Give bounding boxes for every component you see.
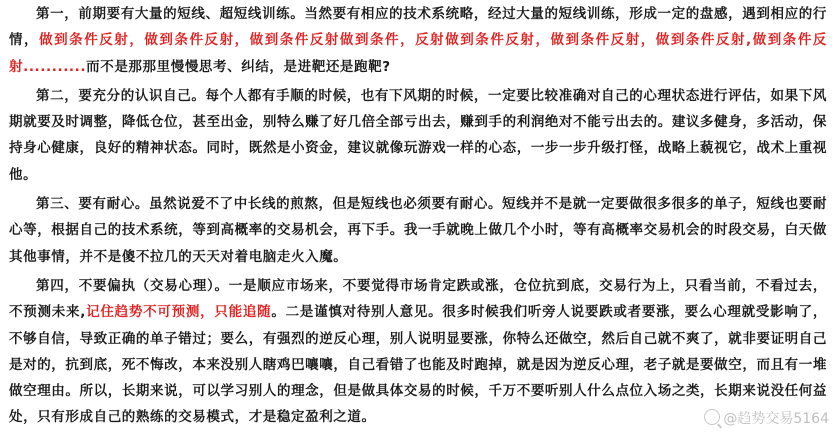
paragraph-3 — [9, 191, 827, 270]
paragraph-1-text-b: 而不是那那里慢慢思考、纠结，是进靶还是跑靶? — [86, 58, 391, 75]
paragraph-1-text-a: 第一，前期要有大量的短线、超短线训练。当然要有相应的技术系统略，经过大量的短线训练，形成一定的盘感，遇到相应的行情， — [9, 6, 827, 49]
paragraph-2-text: 第二，要充分的认识自己。每个人都有手顺的时候，也有下风期的时候，一定要比较准确对自己的心理状态进行评估，如果下风期就要及时调整，降低仓位，甚至出金，别特么赚了好几倍全部亏出去，赚到手的利润绝对不能亏出去的。建议多健身，多活动，保持身心健康，良好的精神状态。同时，既然是小资金，建议就像玩游戏一样的心态，一步一步升级打怪，战略上藐视它，战术上重视他。 — [9, 87, 827, 183]
paragraph-4-text-a: 第四，不要偏执（交易心理）。一是顺应市场来，不要觉得市场肯定跌或涨，仓位抗到底，交易行为上，只看当前，不看过去，不预测未来, — [9, 277, 827, 321]
paragraph-4-text-b: 。二是谨慎对待别人意见。很多时候我们听旁人说要跌或者要涨，要么心理就受影响了，不够自信，导致正确的单子错过；要么，有强烈的逆反心理，别人说明显要涨，你特么还做空，然后自己就不爽了，就非要证明自己是对的，抗到底，死不悔改，本来没别人瞎鸡巴嚷嚷，自己看错了也能及时跑掉，就是因为逆反心理，老子就是要做空，而且有一堆做空理由。所以，长期来说，可以学习别人的理念，但是做具体交易的时候，千万不要听别人什么点位入场之类，长期来说没任何益处，只有形成自己的熟练的交易模式，才是稳定盈利之道。 — [9, 304, 827, 426]
paragraph-1-highlight: 做到条件反射，做到条件反射，做到条件反射做到条件，反射做到条件反射，做到条件反射，做到条件反射,做到条件反射........... — [9, 32, 827, 75]
paragraph-4 — [9, 273, 827, 431]
watermark-text: @趋势交易5164 — [723, 411, 829, 427]
watermark — [704, 409, 829, 428]
magnifier-icon — [704, 409, 720, 425]
paragraph-2 — [9, 83, 827, 188]
paragraph-1 — [9, 1, 827, 80]
paragraph-3-text: 第三、要有耐心。虽然说爱不了中长线的煎熬，但是短线也必须要有耐心。短线并不是就一定要做很多很多的单子，短线也要耐心等，根据自己的技术系统，等到高概率的交易机会，再下手。我一手就晚上做几个小时，等有高概率交易机会的时段交易，白天做其他事情，并不是傻不拉几的天天对着电脑走火入魔。 — [9, 196, 827, 265]
paragraph-4-highlight: 记住趋势不可预测，只能追随 — [85, 304, 272, 321]
